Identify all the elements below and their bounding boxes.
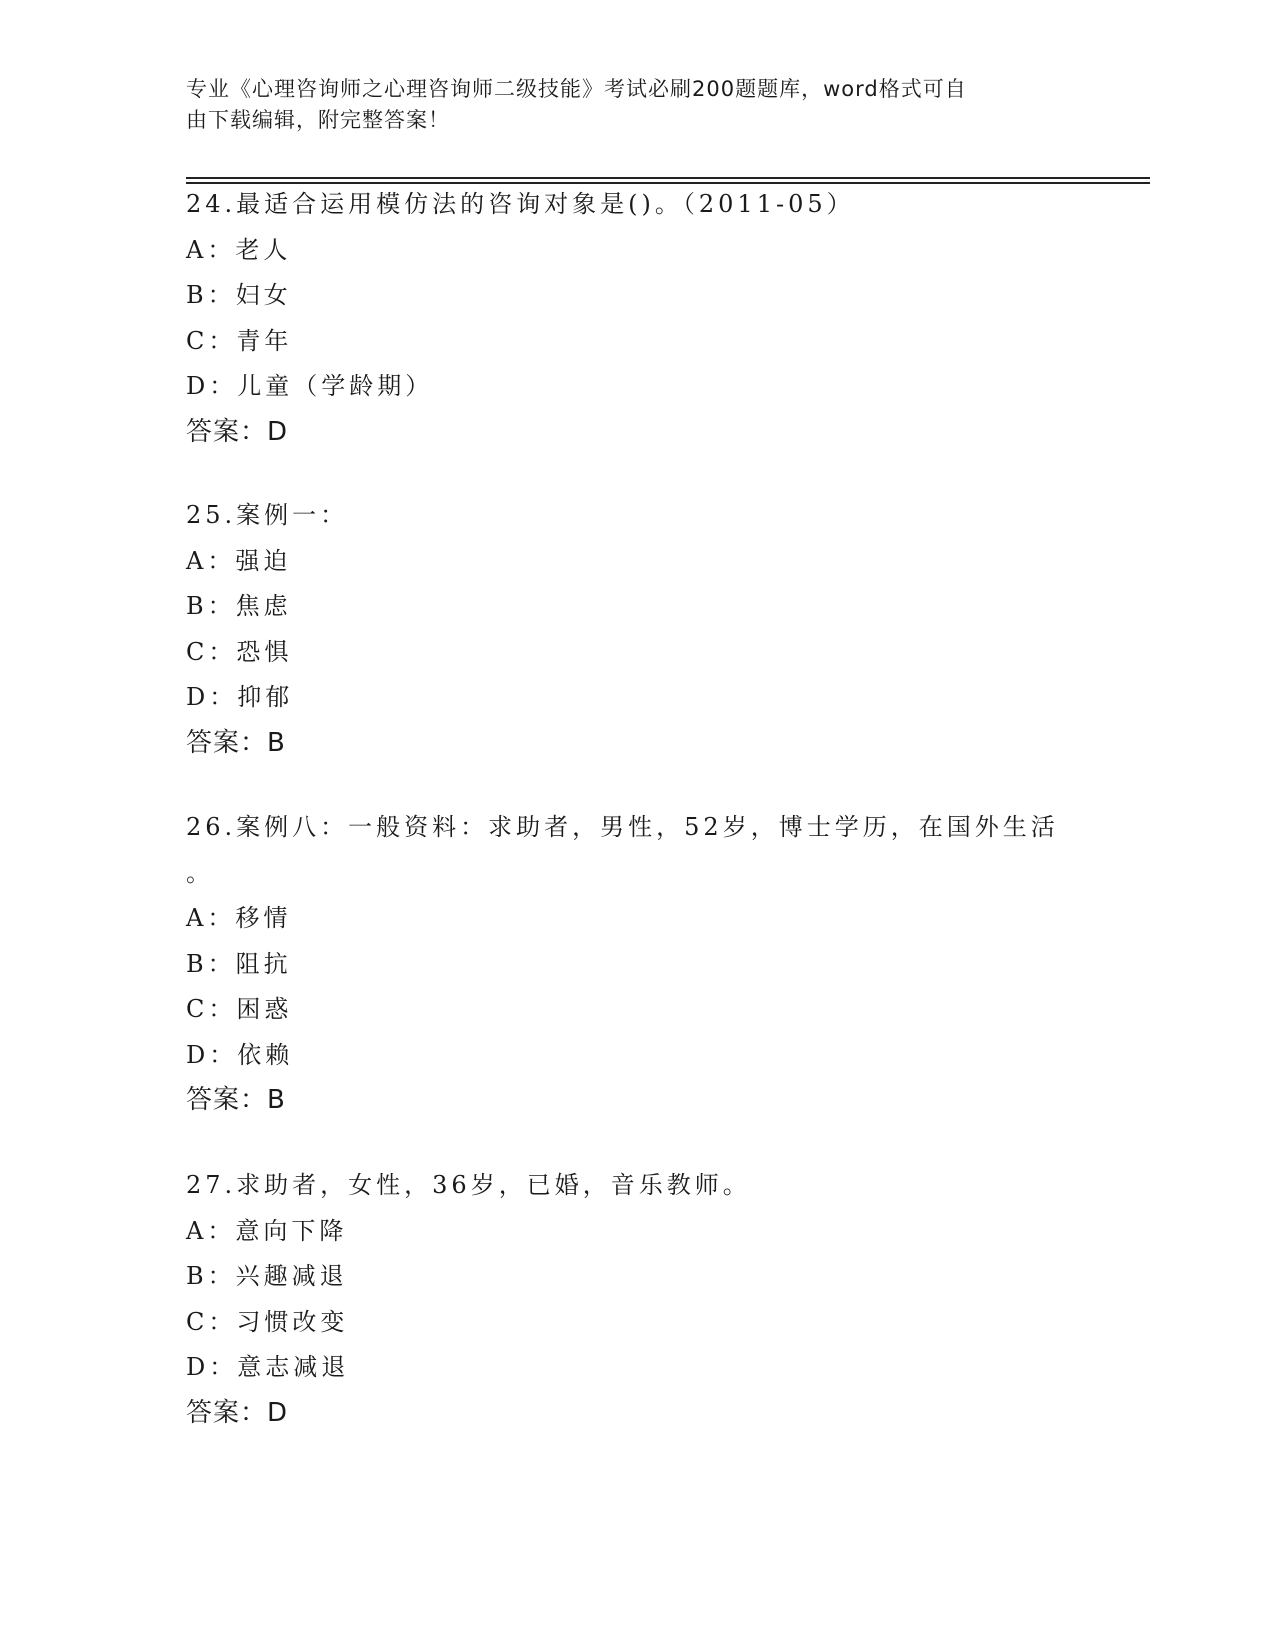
question-stem: 25.案例一： bbox=[186, 501, 349, 529]
header-divider-top bbox=[186, 177, 1150, 179]
header-line-1: 专业《心理咨询师之心理咨询师二级技能》考试必刷200题题库，word格式可自 bbox=[186, 77, 967, 101]
option-d: D：抑郁 bbox=[186, 683, 294, 711]
option-c: C：习惯改变 bbox=[186, 1307, 349, 1336]
option-b: B：妇女 bbox=[186, 281, 292, 309]
option-d: D：儿童（学龄期） bbox=[186, 372, 434, 400]
question-26 bbox=[186, 805, 1126, 1124]
question-25 bbox=[186, 493, 1126, 766]
option-b: B：焦虑 bbox=[186, 592, 292, 620]
option-a: A：强迫 bbox=[186, 546, 292, 575]
option-d: D：意志减退 bbox=[186, 1353, 350, 1381]
answer-label: 答案：B bbox=[186, 1085, 286, 1115]
option-a: A：老人 bbox=[186, 235, 292, 264]
option-d: D：依赖 bbox=[186, 1040, 294, 1069]
question-27 bbox=[186, 1163, 1126, 1436]
header-line-2: 由下载编辑，附完整答案！ bbox=[186, 108, 450, 132]
answer-label: 答案：D bbox=[186, 1397, 289, 1428]
option-b: B：阻抗 bbox=[186, 949, 292, 978]
answer-label: 答案：B bbox=[186, 727, 286, 758]
option-c: C：恐惧 bbox=[186, 637, 293, 666]
question-stem: 27.求助者，女性，36岁，已婚，音乐教师。 bbox=[186, 1171, 751, 1199]
question-stem: 26.案例八：一般资料：求助者，男性，52岁，博士学历，在国外生活 bbox=[186, 813, 1059, 841]
option-a: A：移情 bbox=[186, 904, 292, 932]
option-a: A：意向下降 bbox=[186, 1216, 348, 1245]
option-b: B：兴趣减退 bbox=[186, 1262, 348, 1290]
question-stem: 24.最适合运用模仿法的咨询对象是()。（2011-05） bbox=[186, 190, 855, 218]
option-c: C：困惑 bbox=[186, 995, 293, 1023]
question-24 bbox=[186, 182, 1126, 455]
document-header bbox=[186, 74, 1066, 136]
option-c: C：青年 bbox=[186, 326, 293, 355]
answer-label: 答案：D bbox=[186, 416, 289, 447]
question-stem-continuation: 。 bbox=[186, 858, 210, 887]
